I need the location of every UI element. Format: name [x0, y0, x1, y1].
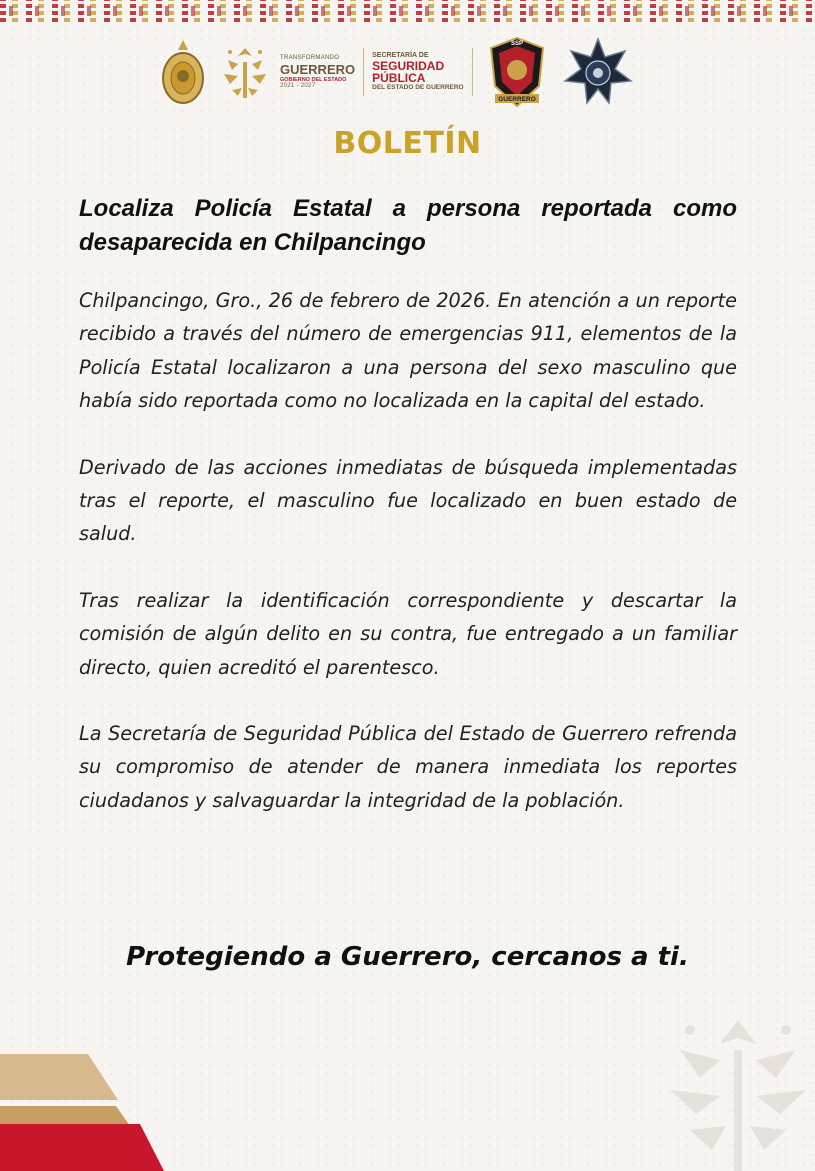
headline: Localiza Policía Estatal a persona reportada como desaparecida en Chilpancingo [79, 195, 737, 256]
gov-logo-line1: TRANSFORMANDO [280, 54, 340, 61]
ssp-logo-line1: SECRETARÍA DE [372, 52, 429, 60]
shield-top-label: SSP [510, 41, 523, 47]
header-logos [160, 34, 660, 110]
decorative-top-border-pattern [0, 6, 815, 16]
government-logo-text [280, 55, 355, 90]
article-body [79, 284, 737, 850]
ssp-logo-text [372, 52, 464, 91]
ssp-police-shield-icon [487, 36, 547, 108]
logo-divider [363, 48, 364, 96]
paragraph: Tras realizar la identificación correspondiente y descartar la comisión de algún delito en su contra, fue entregado a un familiar directo, quien acreditó el parentesco. [79, 588, 737, 679]
paragraph: La Secretaría de Seguridad Pública del Estado de Guerrero refrenda su compromiso de atender de manera inmediata los reportes ciudadanos y salvaguardar la integridad de la población. [79, 722, 737, 812]
slogan: Protegiendo a Guerrero, cercanos a ti. [126, 942, 689, 972]
gov-logo-line2: GUERRERO [280, 61, 356, 77]
state-seal-icon [160, 38, 206, 106]
decorative-tree-watermark-icon [660, 1010, 815, 1171]
ssp-logo-line3: PÚBLICA [372, 71, 426, 86]
paragraph: Derivado de las acciones inmediatas de búsqueda implementadas tras el reporte, el masculino fue localizado en buen estado de salud. [79, 455, 737, 546]
shield-banner-label: GUERRERO [497, 96, 536, 103]
decorative-corner-stripes [0, 1040, 180, 1171]
paragraph: Chilpancingo, Gro., 26 de febrero de 2026. En atención a un reporte recibido a través del número de emergencias 911, elementos de la Policía Estatal localizaron a una persona del sexo masculino que había sido reportada como no localizada en la capital del estado. [79, 289, 737, 413]
gov-logo-line3: GOBIERNO DEL ESTADO [280, 76, 347, 83]
gov-logo-line4: 2021 - 2027 [280, 83, 316, 90]
document-type-title: BOLETÍN [333, 126, 482, 161]
ssp-logo-line4: DEL ESTADO DE GUERRERO [372, 83, 464, 91]
ssp-logo-line2: SEGURIDAD [372, 58, 445, 73]
police-star-badge-icon [563, 37, 633, 107]
logo-divider [472, 48, 473, 96]
guerrero-tree-logo-icon [218, 42, 272, 102]
